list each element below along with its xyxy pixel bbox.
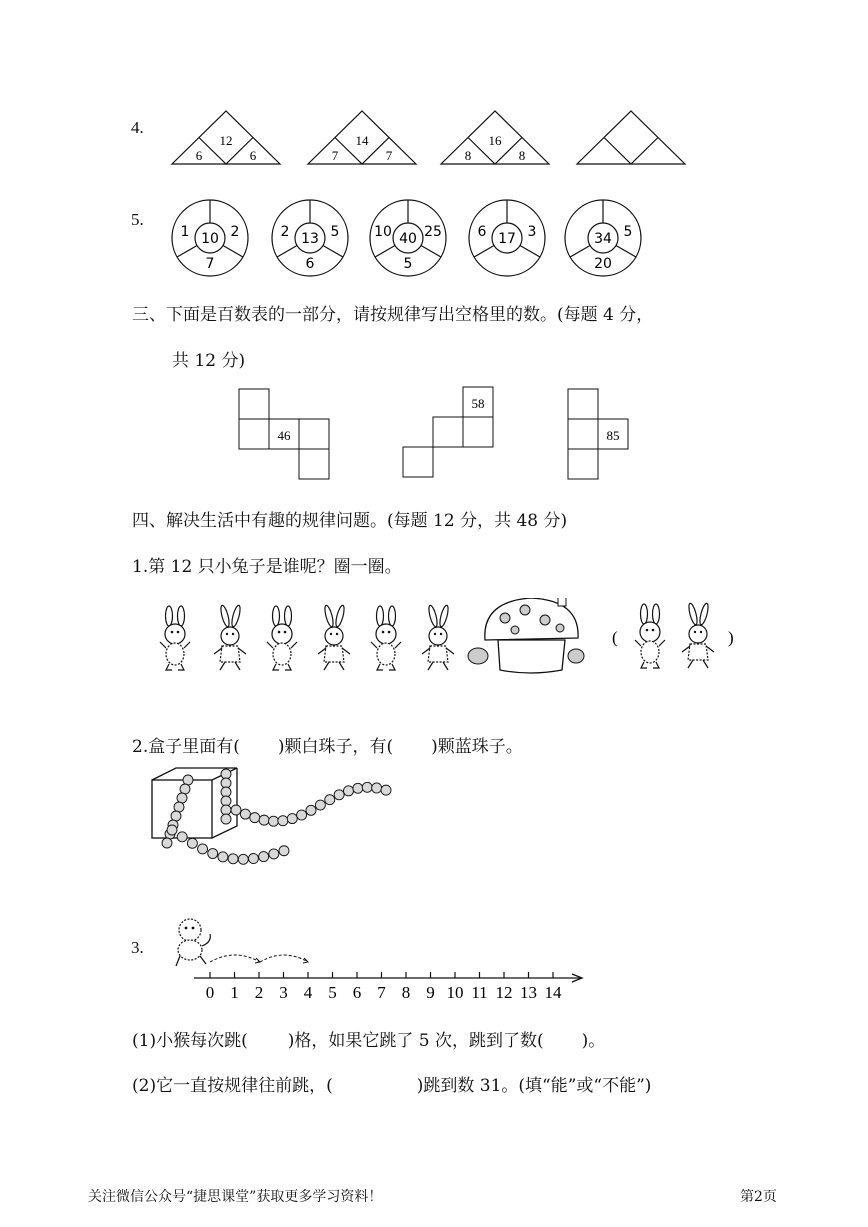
grid-3-given: 85	[606, 428, 620, 443]
bead	[180, 784, 190, 794]
bead	[177, 793, 187, 803]
wheel-2-right: 5	[330, 224, 340, 240]
triangle-2-left: 7	[331, 148, 339, 163]
s4-q2-text: 2.盒子里面有( )颗白珠子，有( )颗蓝珠子。	[132, 737, 523, 757]
bead	[259, 815, 269, 825]
footer-promo: 关注微信公众号“捷思课堂”获取更多学习资料！	[88, 1189, 383, 1205]
bead	[315, 800, 325, 810]
triangle-3-top: 16	[488, 133, 502, 148]
s4-q3-sub1: (1)小猴每次跳( )格，如果它跳了 5 次，跳到了数( )。	[132, 1031, 606, 1051]
bead	[218, 852, 228, 862]
bead	[162, 838, 172, 848]
bead	[171, 811, 181, 821]
bead	[183, 775, 193, 785]
bead	[248, 853, 258, 863]
wheel-4-center: 17	[498, 231, 516, 247]
triangle-3-right: 8	[518, 148, 526, 163]
answer-paren-close: )	[728, 628, 734, 647]
wheel-4-left: 6	[477, 224, 487, 240]
tick-label-0: 0	[205, 983, 215, 1002]
wheel-4	[469, 200, 545, 276]
bead	[221, 796, 231, 806]
s4-q1-text: 1.第 12 只小兔子是谁呢？圈一圈。	[132, 557, 402, 577]
monkey	[176, 919, 210, 966]
bead	[297, 810, 307, 820]
wheel-2-left: 2	[280, 224, 290, 240]
tick-label-8: 8	[401, 983, 411, 1002]
bead	[372, 783, 382, 793]
wheel-1-left: 1	[180, 224, 190, 240]
triangle-puzzle-3	[441, 111, 549, 164]
bead	[344, 786, 354, 796]
triangle-puzzle-2	[308, 111, 416, 164]
triangle-1-left: 6	[195, 148, 203, 163]
triangle-puzzle-1	[172, 111, 280, 164]
wheel-2	[272, 200, 348, 276]
tick-label-13: 13	[520, 983, 537, 1002]
bead	[279, 846, 289, 856]
grid-2-given: 58	[471, 396, 485, 411]
bead	[221, 805, 231, 815]
wheel-5	[565, 200, 641, 276]
section3-title-line2: 共 12 分)	[172, 351, 246, 371]
q5-label: 5.	[131, 210, 144, 229]
bead	[306, 805, 316, 815]
q5-wheels	[0, 180, 868, 290]
tick-label-5: 5	[328, 983, 337, 1002]
bead-box-figure	[140, 760, 410, 880]
bead	[187, 838, 197, 848]
tick-label-3: 3	[279, 983, 288, 1002]
s4-q3-sub2: (2)它一直按规律往前跳，( )跳到数 31。(填“能”或“不能”)	[132, 1076, 652, 1096]
number-line-figure	[160, 908, 600, 1003]
bead	[174, 802, 184, 812]
wheel-3-right: 25	[424, 224, 442, 240]
bead	[167, 825, 177, 835]
page-number: 第2页	[740, 1189, 777, 1205]
hundred-chart-grids-lower	[0, 440, 868, 490]
bead	[287, 814, 297, 824]
bead	[231, 805, 241, 815]
bead	[238, 854, 248, 864]
bead	[228, 854, 238, 864]
triangle-3-left: 8	[464, 148, 472, 163]
q4-triangles	[0, 0, 868, 180]
bead	[240, 809, 250, 819]
tick-label-9: 9	[426, 983, 435, 1002]
triangle-2-top: 14	[355, 133, 369, 148]
tick-label-1: 1	[230, 983, 239, 1002]
wheel-3	[370, 200, 446, 276]
triangle-2-right: 7	[385, 148, 393, 163]
bead	[221, 787, 231, 797]
s4-q3-label: 3.	[131, 938, 144, 957]
wheel-3-left: 10	[374, 224, 392, 240]
bead	[221, 769, 231, 779]
bead	[353, 783, 363, 793]
answer-paren-open: (	[612, 628, 618, 647]
bead	[221, 814, 231, 824]
triangle-1-top: 12	[219, 133, 233, 148]
tick-label-7: 7	[377, 983, 386, 1002]
bead	[269, 849, 279, 859]
bead	[250, 813, 260, 823]
bead	[177, 832, 187, 842]
q4-label: 4.	[131, 118, 144, 137]
wheel-1-center: 10	[201, 231, 219, 247]
triangle-1-right: 6	[249, 148, 257, 163]
wheel-1	[172, 200, 248, 276]
wheel-3-center: 40	[399, 231, 417, 247]
wheel-1-bottom: 7	[205, 256, 215, 272]
rabbit-sequence	[150, 598, 770, 678]
bead	[278, 816, 288, 826]
mushroom-house	[468, 598, 584, 673]
tick-label-11: 11	[471, 983, 488, 1002]
wheel-2-bottom: 6	[305, 256, 315, 272]
bead	[334, 790, 344, 800]
grid-1-given: 46	[277, 428, 291, 443]
tick-label-6: 6	[352, 983, 362, 1002]
bead	[221, 778, 231, 788]
wheel-5-center: 34	[594, 231, 612, 247]
section4-title: 四、解决生活中有趣的规律问题。(每题 12 分，共 48 分)	[132, 511, 568, 531]
bead	[259, 852, 269, 862]
bead	[198, 844, 208, 854]
wheel-4-right: 3	[527, 224, 537, 240]
tick-label-14: 14	[544, 983, 562, 1002]
wheel-5-right: 5	[623, 224, 633, 240]
bead	[325, 795, 335, 805]
bead	[381, 785, 391, 795]
wheel-1-right: 2	[230, 224, 240, 240]
tick-label-4: 4	[303, 983, 313, 1002]
tick-label-12: 12	[495, 983, 513, 1002]
section3-title-line1: 三、下面是百数表的一部分，请按规律写出空格里的数。(每题 4 分，	[132, 305, 654, 325]
wheel-3-bottom: 5	[403, 256, 413, 272]
tick-label-10: 10	[446, 983, 464, 1002]
tick-label-2: 2	[254, 983, 264, 1002]
bead	[362, 782, 372, 792]
wheel-2-center: 13	[301, 231, 319, 247]
wheel-5-bottom: 20	[594, 256, 612, 272]
triangle-puzzle-4	[577, 111, 685, 164]
bead	[208, 849, 218, 859]
bead	[269, 816, 279, 826]
